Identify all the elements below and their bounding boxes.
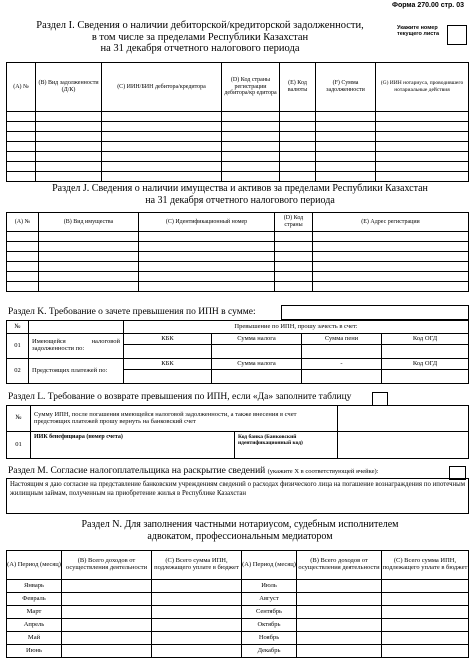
cell[interactable] (36, 112, 102, 122)
cell[interactable] (222, 132, 280, 142)
cell[interactable] (222, 142, 280, 152)
cell[interactable] (376, 122, 469, 132)
row-label: Предстоящих платежей по: (29, 359, 124, 384)
cell[interactable] (222, 162, 280, 172)
cell[interactable] (280, 172, 316, 182)
month-label: Февраль (7, 593, 62, 606)
col-header: (C) Всего сумма ИПН, подлежащего уплате в бюджет (152, 551, 242, 580)
cell[interactable] (316, 142, 376, 152)
cell[interactable] (39, 262, 139, 272)
section-i-table (6, 62, 469, 182)
cell[interactable] (316, 132, 376, 142)
cell[interactable] (376, 152, 469, 162)
bank-code-field[interactable] (235, 448, 337, 458)
section-i-title-line: Раздел I. Сведения о наличии дебиторской/кредиторской задолженности, (36, 20, 364, 31)
col-header: (B) Вид задолженности (Д/К) (36, 63, 102, 112)
table-row (7, 252, 469, 262)
cell[interactable] (280, 162, 316, 172)
section-i-title-line: в том числе за пределами Республики Казахстан (91, 31, 309, 43)
empty-cell (338, 432, 469, 459)
cell[interactable] (62, 632, 152, 645)
table-row (7, 142, 469, 152)
cell[interactable] (313, 242, 469, 252)
cell[interactable] (316, 112, 376, 122)
col-header: (E) Код валюты (280, 63, 316, 112)
table-row (7, 242, 469, 252)
cell[interactable] (7, 152, 36, 162)
section-k-title: Раздел K. Требование о зачете превышения по ИПН в сумме: (8, 307, 256, 317)
cell[interactable] (222, 112, 280, 122)
table-row (7, 122, 469, 132)
ogd-field[interactable] (382, 370, 468, 383)
section-l-table (6, 405, 469, 459)
empty-header (29, 321, 124, 334)
cell[interactable] (297, 580, 382, 593)
month-label: Июль (242, 580, 297, 593)
ogd-label: Код ОГД (382, 359, 468, 370)
cell[interactable] (139, 272, 275, 282)
cell[interactable] (275, 232, 313, 242)
section-j-table (6, 212, 469, 292)
cell[interactable] (376, 112, 469, 122)
cell[interactable] (62, 645, 152, 658)
iik-label: ИИК бенефициара (номер счета) (34, 434, 123, 440)
cell[interactable] (222, 122, 280, 132)
cell[interactable] (62, 580, 152, 593)
cell[interactable] (313, 272, 469, 282)
table-row (7, 132, 469, 142)
col-header: (C) ИИН/БИН дебитора/кредитора (102, 63, 222, 112)
cell[interactable] (382, 593, 469, 606)
col-header: (C) Всего сумма ИПН, подлежащего уплате в бюджет (382, 551, 469, 580)
cell[interactable] (297, 606, 382, 619)
cell[interactable] (313, 262, 469, 272)
month-label: Апрель (7, 619, 62, 632)
cell[interactable] (275, 272, 313, 282)
row-number: 01 (7, 334, 29, 359)
cell[interactable] (102, 142, 222, 152)
section-i-title-line: на 31 декабря отчетного налогового периода (100, 43, 300, 54)
cell[interactable] (102, 112, 222, 122)
cell[interactable] (7, 282, 39, 292)
cell[interactable] (376, 162, 469, 172)
cell[interactable] (316, 172, 376, 182)
bank-code-label: Код банка (Банковский идентификационный код) (238, 434, 303, 446)
cell[interactable] (36, 142, 102, 152)
cell[interactable] (139, 242, 275, 252)
table-row (7, 606, 469, 619)
penalty-label: - (302, 359, 381, 370)
iik-field[interactable] (31, 443, 234, 453)
col-header: (A) Период (месяц) (242, 551, 297, 580)
col-header: (B) Всего доходов от осуществления деятельности (297, 551, 382, 580)
section-n-title-line: Раздел N. Для заполнения частными нотариусом, судебным исполнителем (81, 519, 399, 530)
tax-label: Сумма налога (212, 359, 301, 370)
cell[interactable] (7, 272, 39, 282)
cell[interactable] (36, 122, 102, 132)
kbk-label: КБК (124, 359, 211, 370)
cell[interactable] (376, 132, 469, 142)
col-header: (G) ИИН нотариуса, проводившего нотариальные действия (376, 63, 469, 112)
table-row (7, 580, 469, 593)
section-k-table (6, 320, 469, 384)
cell[interactable] (313, 282, 469, 292)
cell[interactable] (102, 172, 222, 182)
cell[interactable] (222, 172, 280, 182)
form-reference: Форма 270.00 стр. 03 (392, 2, 464, 9)
month-label: Март (7, 606, 62, 619)
ogd-field[interactable] (382, 345, 468, 358)
section-m-title-text: Раздел M. Согласие налогоплательщика на раскрытие сведений (8, 466, 266, 476)
cell[interactable] (36, 172, 102, 182)
month-label: Июнь (7, 645, 62, 658)
cell[interactable] (297, 645, 382, 658)
cell[interactable] (313, 232, 469, 242)
cell[interactable] (275, 282, 313, 292)
cell[interactable] (7, 142, 36, 152)
cell[interactable] (7, 252, 39, 262)
col-header: (D) Код страны регистрации дебитора/кр едитора (222, 63, 280, 112)
cell[interactable] (382, 619, 469, 632)
month-label: Январь (7, 580, 62, 593)
cell[interactable] (275, 262, 313, 272)
col-header: (B) Всего доходов от осуществления деятельности (62, 551, 152, 580)
cell[interactable] (39, 232, 139, 242)
table-row (7, 272, 469, 282)
month-label: Декабрь (242, 645, 297, 658)
section-i-title (20, 20, 380, 55)
cell[interactable] (152, 606, 242, 619)
table-row (7, 432, 469, 459)
cell[interactable] (382, 632, 469, 645)
month-label: Май (7, 632, 62, 645)
section-n-table (6, 550, 469, 658)
cell[interactable] (39, 252, 139, 262)
table-row (7, 359, 469, 384)
cell[interactable] (297, 619, 382, 632)
tax-label: Сумма налога (212, 334, 301, 345)
cell[interactable] (275, 252, 313, 262)
cell[interactable] (102, 152, 222, 162)
table-row (7, 645, 469, 658)
cell[interactable] (316, 162, 376, 172)
kbk-label: КБК (124, 334, 211, 345)
month-label: Сентябрь (242, 606, 297, 619)
section-j-title-line: Раздел J. Сведения о наличии имущества и активов за пределами Республики Казахстан (52, 183, 428, 194)
cell[interactable] (7, 232, 39, 242)
row-number: 01 (7, 432, 31, 459)
col-header: (C) Идентификационный номер (139, 213, 275, 232)
page-number-box[interactable] (447, 25, 467, 45)
section-j-title (20, 183, 460, 206)
cell[interactable] (280, 112, 316, 122)
cell[interactable] (280, 132, 316, 142)
cell[interactable] (376, 172, 469, 182)
cell[interactable] (7, 122, 36, 132)
cell[interactable] (36, 132, 102, 142)
tax-field[interactable] (212, 345, 301, 358)
cell[interactable] (7, 162, 36, 172)
cell[interactable] (280, 152, 316, 162)
month-label: Октябрь (242, 619, 297, 632)
cell[interactable] (139, 282, 275, 292)
col-header: (B) Вид имущества (39, 213, 139, 232)
cell[interactable] (280, 122, 316, 132)
cell[interactable] (280, 142, 316, 152)
table-row (7, 282, 469, 292)
cell[interactable] (36, 152, 102, 162)
row-number: 02 (7, 359, 29, 384)
col-header-no: № (7, 406, 31, 432)
penalty-field[interactable] (302, 345, 381, 358)
cell[interactable] (62, 593, 152, 606)
table-row (7, 262, 469, 272)
cell[interactable] (7, 262, 39, 272)
col-header: (A) № (7, 63, 36, 112)
cell[interactable] (316, 152, 376, 162)
cell[interactable] (382, 645, 469, 658)
table-row (7, 172, 469, 182)
section-m-consent-text: Настоящим я даю согласие на представление банковским учреждениям сведений о расходах физического лица на погашение вознаграждения по ипотечным жилищным займам, полученным на приобретение жилья в Республике Казахстан (6, 478, 469, 514)
table-row (7, 152, 469, 162)
col-header: (E) Адрес регистрации (313, 213, 469, 232)
cell[interactable] (382, 606, 469, 619)
page-number-label: Укажите номер текущего листа (397, 25, 440, 37)
cell[interactable] (152, 619, 242, 632)
cell[interactable] (152, 593, 242, 606)
ogd-label: Код ОГД (382, 334, 468, 345)
month-label: Август (242, 593, 297, 606)
cell[interactable] (39, 272, 139, 282)
kbk-field[interactable] (124, 370, 211, 383)
section-j-title-line: на 31 декабря отчетного налогового периода (145, 194, 335, 206)
section-l-yes-box[interactable] (372, 392, 388, 406)
table-row (7, 112, 469, 122)
section-k-amount-field[interactable] (281, 305, 469, 320)
table-row (7, 334, 469, 359)
cell[interactable] (222, 152, 280, 162)
row-label: Имеющейся налоговой задолженности по: (29, 334, 124, 359)
cell[interactable] (39, 242, 139, 252)
cell[interactable] (7, 132, 36, 142)
col-header: (A) № (7, 213, 39, 232)
cell[interactable] (36, 162, 102, 172)
cell[interactable] (7, 172, 36, 182)
cell[interactable] (297, 593, 382, 606)
cell[interactable] (152, 632, 242, 645)
refund-text: Сумму ИПН, после погашения имеющейся налоговой задолженности, а также внесения в счет предстоящих платежей прошу вернуть на банковский счет (31, 406, 338, 432)
cell[interactable] (139, 262, 275, 272)
empty-cell (338, 406, 469, 432)
cell[interactable] (152, 645, 242, 658)
section-n-title (20, 519, 460, 542)
table-row (7, 162, 469, 172)
cell[interactable] (275, 242, 313, 252)
tax-field[interactable] (212, 370, 301, 383)
section-l-title: Раздел L. Требование о возврате превышения по ИПН, если «Да» заполните таблицу (8, 392, 352, 402)
col-header: (F) Сумма задолженности (316, 63, 376, 112)
table-row (7, 632, 469, 645)
month-label: Ноябрь (242, 632, 297, 645)
section-i-body (7, 112, 469, 182)
table-row (7, 593, 469, 606)
penalty-field (302, 370, 381, 383)
cell[interactable] (39, 282, 139, 292)
cell[interactable] (152, 580, 242, 593)
cell[interactable] (102, 122, 222, 132)
kbk-field[interactable] (124, 345, 211, 358)
table-row (7, 232, 469, 242)
cell[interactable] (102, 132, 222, 142)
table-row (7, 619, 469, 632)
cell[interactable] (382, 580, 469, 593)
cell[interactable] (376, 142, 469, 152)
section-n-title-line: адвокатом, профессиональным медиатором (147, 530, 333, 542)
penalty-label: Сумма пени (302, 334, 381, 345)
section-m-title (8, 466, 378, 477)
cell[interactable] (7, 242, 39, 252)
cell[interactable] (139, 252, 275, 262)
col-header: (D) Код страны (275, 213, 313, 232)
section-m-title-note: (укажите X в соответствующей ячейке): (267, 468, 379, 475)
cell[interactable] (62, 619, 152, 632)
cell[interactable] (297, 632, 382, 645)
cell[interactable] (139, 232, 275, 242)
col-header-no: № (7, 321, 29, 334)
cell[interactable] (62, 606, 152, 619)
subheader: Превышение по ИПН, прошу зачесть в счет: (124, 321, 469, 334)
cell[interactable] (313, 252, 469, 262)
col-header: (A) Период (месяц) (7, 551, 62, 580)
cell[interactable] (316, 122, 376, 132)
cell[interactable] (102, 162, 222, 172)
cell[interactable] (7, 112, 36, 122)
